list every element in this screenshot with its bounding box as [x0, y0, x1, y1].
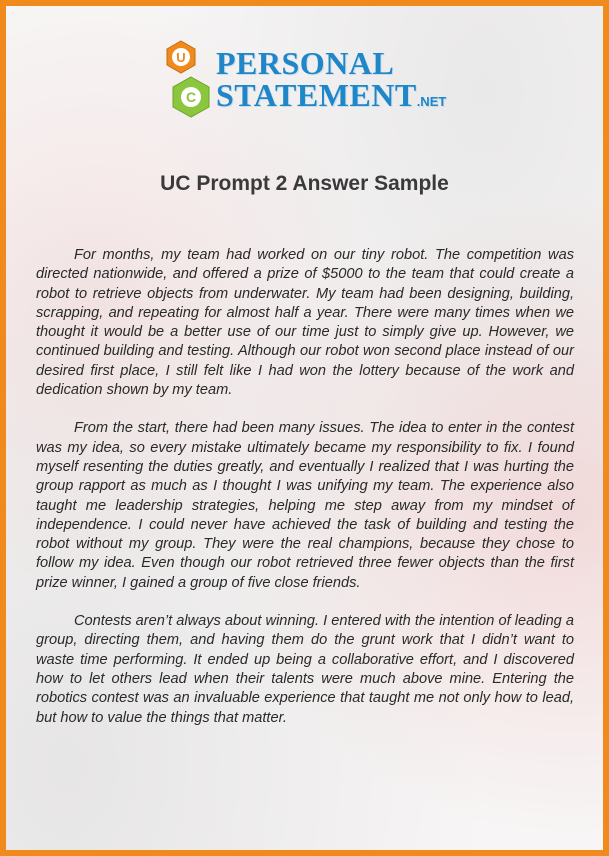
site-logo[interactable] — [164, 39, 464, 129]
badge-letter-c: C — [185, 89, 197, 105]
paragraph-1: For months, my team had worked on our tiny robot. The competition was directed nationwide, and offered a prize of $5000 to the team that could create a robot to retrieve objects from underwater. My team had been designing, building, scrapping, and repeating for almost half a year. There were many times when we thought it would be a better use of our time just to simply give up. However, we continued building and testing. Although our robot won second place instead of our desired first place, I still felt like I had won the lottery because of the work and dedication shown by my team. — [36, 247, 574, 399]
uc-badge-icon — [164, 39, 224, 121]
logo-suffix: .NET — [416, 94, 447, 109]
logo-wordmark — [216, 47, 446, 111]
logo-line-statement — [216, 79, 446, 111]
paragraph-3: Contests aren’t always about winning. I entered with the intention of leading a group, directing them, and having them do the grunt work that I didn’t want to waste time performing. It ended up being a collaborative effort, and I discovered how to let others lead when their talents were much above mine. Entering the robotics contest was an invaluable experience that taught me not only how to lead, but how to value the things that matter. — [36, 613, 574, 726]
essay-body — [36, 246, 574, 747]
logo-line-personal: PERSONAL — [216, 45, 395, 81]
badge-letter-u: U — [176, 50, 186, 65]
paragraph-2: From the start, there had been many issues. The idea to enter in the contest was my idea, so every mistake ultimately became my responsibility to fix. I found myself resenting the duties greatly, and eventually I realized that I was hurting the group rapport as much as I thought I was unifying my team. The experience also taught me leadership strategies, helping me step away from my mindset of independence. I could never have achieved the task of building and testing the robot without my group. They were the real champions, because they chose to follow my idea. Even though our robot retrieved three fewer objects than the first prize winner, I gained a group of five close friends. — [36, 420, 574, 591]
page-title: UC Prompt 2 Answer Sample — [160, 172, 449, 195]
logo-statement-text: STATEMENT — [216, 77, 417, 113]
